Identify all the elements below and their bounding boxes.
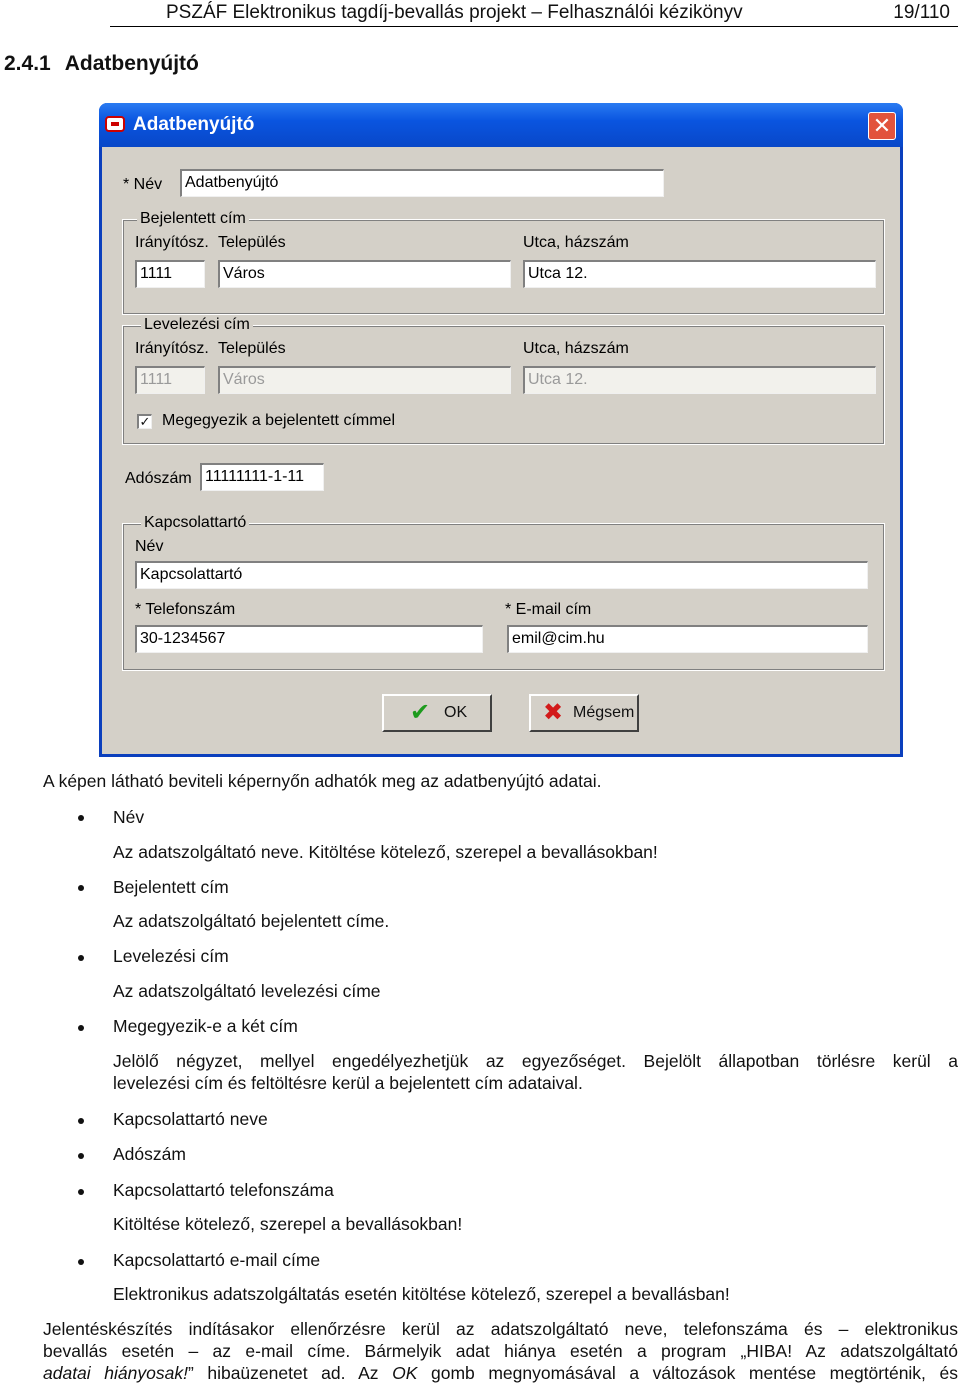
email-input[interactable]: emil@cim.hu: [507, 625, 868, 653]
item-title: Név: [113, 807, 145, 827]
closing-text: ” hibaüzenetet ad. Az: [187, 1363, 393, 1383]
item-description: Az adatszolgáltató bejelentett címe.: [113, 911, 390, 931]
phone-input[interactable]: 30-1234567: [135, 625, 483, 653]
cross-icon: ✖: [543, 699, 564, 726]
item-title: Megegyezik-e a két cím: [113, 1016, 298, 1036]
contact-name-label: Név: [135, 538, 164, 555]
registered-street-label: Utca, házszám: [523, 234, 629, 251]
closing-paragraph-line: [43, 1363, 958, 1384]
mailing-zip-input[interactable]: 1111: [135, 366, 205, 394]
bullet-icon: [78, 1118, 84, 1124]
contact-group-title: Kapcsolattartó: [141, 514, 249, 532]
item-description: Elektronikus adatszolgáltatás esetén kitöltése kötelező, szerepel a bevallásban!: [113, 1284, 730, 1304]
name-label: * Név: [123, 176, 163, 193]
adatbenyujto-dialog: [99, 103, 903, 757]
item-description: Az adatszolgáltató neve. Kitöltése kötelező, szerepel a bevallásokban!: [113, 842, 658, 862]
mailing-zip-label: Irányítósz.: [135, 340, 209, 357]
error-message-text: adatai hiányosak!: [43, 1363, 188, 1383]
close-button[interactable]: ✕: [868, 112, 896, 140]
item-title: Kapcsolattartó telefonszáma: [113, 1180, 334, 1200]
closing-text: bevallás esetén – az e-mail címe. Bármelyik adat hiánya esetén a program „HIBA! Az adatszolgáltató: [43, 1341, 958, 1361]
ok-button[interactable]: [382, 694, 492, 732]
ok-reference: OK: [392, 1363, 418, 1383]
item-title: Kapcsolattartó neve: [113, 1109, 268, 1129]
registered-street-input[interactable]: Utca 12.: [523, 260, 876, 288]
closing-paragraph-line: [43, 1341, 958, 1362]
registered-city-label: Település: [218, 234, 286, 251]
cancel-button-label: Mégsem: [573, 704, 635, 721]
closing-paragraph-line: Jelentéskészítés indításakor ellenőrzésre kerül az adatszolgáltató neve, telefonszáma és – elektronikus: [43, 1319, 958, 1339]
header-rule: [110, 26, 958, 27]
page-number: 19/110: [893, 2, 950, 23]
tax-number-input[interactable]: 11111111-1-11: [200, 463, 324, 491]
intro-text: A képen látható beviteli képernyőn adhatók meg az adatbenyújtó adatai.: [43, 771, 602, 791]
mailing-address-title: Levelezési cím: [141, 316, 253, 334]
mailing-city-label: Település: [218, 340, 286, 357]
item-description: Jelölő négyzet, mellyel engedélyezhetjük az egyezőséget. Bejelölt állapotban törlésre kerül a: [113, 1051, 958, 1071]
app-icon: [105, 116, 125, 132]
registered-zip-label: Irányítósz.: [135, 234, 209, 251]
same-address-label[interactable]: Megegyezik a bejelentett címmel: [162, 412, 395, 429]
checkmark-icon: ✔: [410, 699, 431, 726]
item-description: Az adatszolgáltató levelezési címe: [113, 981, 381, 1001]
section-number: 2.4.1: [4, 52, 51, 75]
name-input[interactable]: Adatbenyújtó: [180, 169, 664, 197]
bullet-icon: [78, 1189, 84, 1195]
document-header-title: PSZÁF Elektronikus tagdíj-bevallás projekt – Felhasználói kézikönyv: [166, 2, 743, 23]
bullet-icon: [78, 815, 84, 821]
registered-city-input[interactable]: Város: [218, 260, 511, 288]
checkmark-icon: ✓: [139, 414, 151, 429]
item-title: Adószám: [113, 1144, 186, 1164]
bullet-icon: [78, 1259, 84, 1265]
registered-zip-input[interactable]: 1111: [135, 260, 205, 288]
mailing-street-input[interactable]: Utca 12.: [523, 366, 876, 394]
email-label: * E-mail cím: [505, 601, 592, 618]
item-title: Kapcsolattartó e-mail címe: [113, 1250, 321, 1270]
same-address-checkbox[interactable]: [137, 414, 152, 429]
bullet-icon: [78, 1025, 84, 1031]
bullet-icon: [78, 955, 84, 961]
ok-button-label: OK: [444, 704, 468, 721]
closing-text: gomb megnyomásával a változások mentése megtörténik, és: [417, 1363, 958, 1383]
section-heading: [4, 52, 199, 76]
phone-label: * Telefonszám: [135, 601, 236, 618]
dialog-title: Adatbenyújtó: [133, 114, 255, 135]
registered-address-title: Bejelentett cím: [137, 210, 249, 228]
cancel-button[interactable]: [529, 694, 639, 732]
item-description: Kitöltése kötelező, szerepel a bevallásokban!: [113, 1214, 463, 1234]
mailing-city-input[interactable]: Város: [218, 366, 511, 394]
item-title: Levelezési cím: [113, 946, 229, 966]
section-title: Adatbenyújtó: [64, 52, 199, 75]
mailing-street-label: Utca, házszám: [523, 340, 629, 357]
tax-number-label: Adószám: [125, 470, 192, 487]
item-title: Bejelentett cím: [113, 877, 229, 897]
contact-name-input[interactable]: Kapcsolattartó: [135, 561, 868, 589]
dialog-titlebar[interactable]: [99, 103, 903, 147]
item-description: levelezési cím és feltöltésre kerül a bejelentett cím adataival.: [113, 1073, 583, 1093]
bullet-icon: [78, 1153, 84, 1159]
bullet-icon: [78, 885, 84, 891]
